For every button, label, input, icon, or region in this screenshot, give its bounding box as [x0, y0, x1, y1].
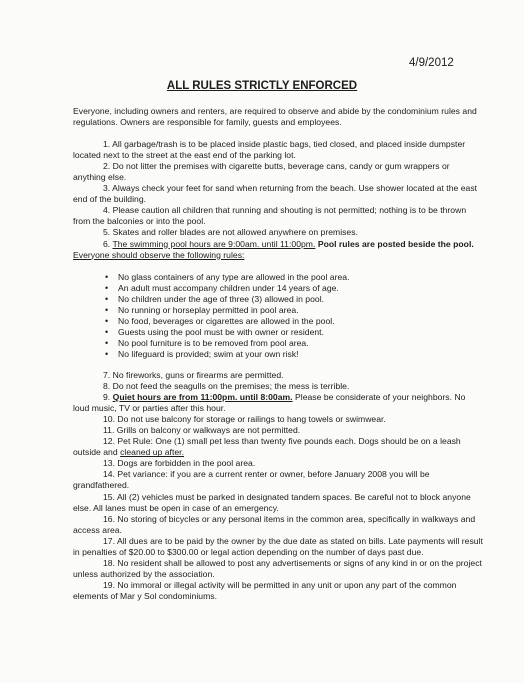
rule-12-text: 12. Pet Rule: One (1) small pet less than twenty five pounds each. Dogs should be on a leash outside and [73, 436, 461, 458]
document-date: 4/9/2012 [409, 57, 454, 69]
rule-13: 13. Dogs are forbidden in the pool area. [103, 458, 256, 469]
observe-following-rules: Everyone should observe the following rules: [73, 249, 245, 260]
rule-19: 19. No immoral or illegal activity will be permitted in any unit or upon any part of the common elements of Mar y Sol condominiums. [73, 579, 457, 601]
pool-rules-list [73, 272, 483, 360]
rule-7: 7. No fireworks, guns or firearms are permitted. [103, 369, 284, 380]
title-text: ALL RULES STRICTLY ENFORCED [166, 80, 358, 92]
pool-rule-item: • Guests using the pool must be with owner or resident. [105, 327, 483, 338]
document-body [73, 106, 483, 602]
rule-18: 18. No resident shall be allowed to post any advertisements or signs of any kind in or on the project unless authorized by the association. [73, 557, 482, 579]
quiet-hours: Quiet hours are from 11:00pm. until 8:00am. [112, 392, 293, 403]
intro-paragraph: Everyone, including owners and renters, are required to observe and abide by the condominium rules and regulations. Owners are responsible for family, guests and employees. [73, 106, 477, 128]
rule-12 [73, 436, 483, 458]
rule-14: 14. Pet variance: if you are a current renter or owner, before January 2008 you will be grandfathered. [73, 469, 430, 491]
rule-9-number: 9. [103, 392, 111, 403]
rule-6 [73, 239, 483, 261]
rule-2: 2. Do not litter the premises with cigarette butts, beverage cans, candy or gum wrappers or anything else. [73, 161, 450, 183]
rule-11: 11. Grills on balcony or walkways are not permitted. [103, 425, 301, 436]
rule-15: 15. All (2) vehicles must be parked in designated tandem spaces. Be careful not to block anyone else. All lanes must be open in case of an emergency. [73, 491, 471, 513]
document-title [0, 80, 524, 92]
pool-rule-item: • No running or horseplay permitted in pool area. [105, 305, 483, 316]
rule-5: 5. Skates and roller blades are not allowed anywhere on premises. [103, 227, 358, 238]
rule-3: 3. Always check your feet for sand when returning from the beach. Use shower located at the east end of the building. [73, 183, 478, 205]
rule-17: 17. All dues are to be paid by the owner by the due date as stated on bills. Late payments will result in penalties of $20.00 to $300.00 or legal action depending on the number of days past due. [73, 535, 483, 557]
rule-16: 16. No storing of bicycles or any personal items in the common area, specifically in walkways and access area. [73, 513, 476, 535]
pool-rule-item: • No glass containers of any type are allowed in the pool area. [105, 272, 483, 283]
rule-10: 10. Do not use balcony for storage or railings to hang towels or swimwear. [103, 414, 386, 425]
rule-9-text: Please be considerate of your neighbors. No loud music, TV or parties after this hour. [73, 392, 466, 414]
pool-rule-item: • No children under the age of three (3) allowed in pool. [105, 294, 483, 305]
pool-rule-item: • An adult must accompany children under 14 years of age. [105, 283, 483, 294]
pool-rule-item: • No food, beverages or cigarettes are allowed in the pool. [105, 316, 483, 327]
rule-9 [73, 392, 483, 414]
pool-rule-item: • No lifeguard is provided; swim at your own risk! [105, 349, 483, 360]
pool-hours: The swimming pool hours are 9:00am. until 11:00pm. [112, 238, 316, 249]
rule-1: 1. All garbage/trash is to be placed inside plastic bags, tied closed, and placed inside dumpster located next to the street at the east end of the parking lot. [73, 139, 466, 161]
pool-rules-posted: Pool rules are posted beside the pool. [317, 238, 474, 249]
rule-4: 4. Please caution all children that running and shouting is not permitted; nothing is to be thrown from the balconies or into the pool. [73, 205, 467, 227]
rule-6-number: 6. [103, 238, 111, 249]
rule-8: 8. Do not feed the seagulls on the premises; the mess is terrible. [103, 381, 350, 392]
cleaned-up-after: cleaned up after. [120, 447, 184, 458]
pool-rule-item: • No pool furniture is to be removed from pool area. [105, 338, 483, 349]
